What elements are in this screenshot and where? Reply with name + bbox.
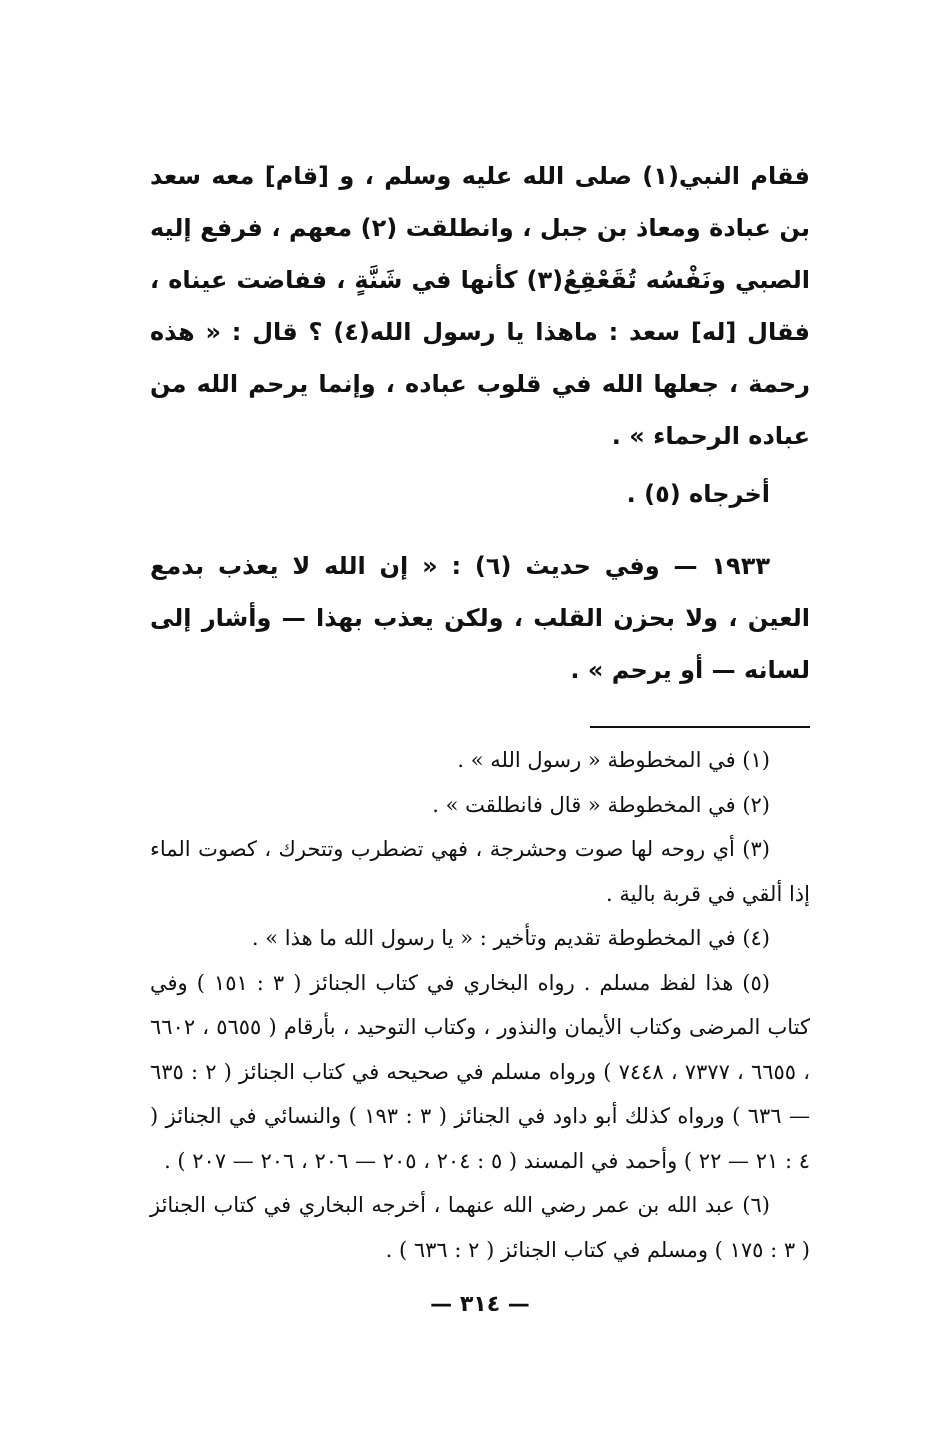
- source-line: أخرجاه (٥) .: [626, 480, 770, 508]
- footnotes: [150, 738, 810, 1272]
- document-page: [150, 150, 810, 1330]
- footnote-separator: [590, 726, 810, 728]
- hadith-paragraph: فقام النبي(١) صلى الله عليه وسلم ، و [قام] معه سعد بن عبادة ومعاذ بن جبل ، وانطلقت (٢) معهم ، فرفع إليه الصبي ونَفْسُه تُقَعْقِعُ(٣) كأنها في شَنَّةٍ ، ففاضت عيناه ، فقال [له] سعد : ماهذا يا رسول الله(٤) ؟ قال : « هذه رحمة ، جعلها الله في قلوب عباده ، وإنما يرحم الله من عباده الرحماء » .: [150, 162, 810, 450]
- footnote-2: (٢) في المخطوطة « قال فانطلقت » .: [432, 792, 770, 817]
- footnote-5: (٥) هذا لفظ مسلم . رواه البخاري في كتاب الجنائز ( ٣ : ١٥١ ) وفي كتاب المرضى وكتاب الأيمان والنذور ، وكتاب التوحيد ، بأرقام ( ٥٦٥٥ ، ٦٦٠٢ ، ٦٦٥٥ ، ٧٣٧٧ ، ٧٤٤٨ ) ورواه مسلم في صحيحه في كتاب الجنائز ( ٢ : ٦٣٥ — ٦٣٦ ) ورواه كذلك أبو داود في الجنائز ( ٣ : ١٩٣ ) والنسائي في الجنائز ( ٤ : ٢١ — ٢٢ ) وأحمد في المسند ( ٥ : ٢٠٤ ، ٢٠٥ — ٢٠٦ ، ٢٠٦ — ٢٠٧ ) .: [150, 970, 810, 1173]
- footnote-6: (٦) عبد الله بن عمر رضي الله عنهما ، أخرجه البخاري في كتاب الجنائز ( ٣ : ١٧٥ ) ومسلم في كتاب الجنائز ( ٢ : ٦٣٦ ) .: [150, 1193, 810, 1262]
- hadith-1933: ١٩٣٣ — وفي حديث (٦) : « إن الله لا يعذب بدمع العين ، ولا بحزن القلب ، ولكن يعذب بهذا — وأشار إلى لسانه — أو يرحم » .: [150, 552, 810, 684]
- main-text: [150, 150, 810, 696]
- footnote-1: (١) في المخطوطة « رسول الله » .: [457, 748, 770, 772]
- footnote-4: (٤) في المخطوطة تقديم وتأخير : « يا رسول الله ما هذا » .: [251, 926, 770, 950]
- page-number: — ٣١٤ —: [430, 1292, 530, 1317]
- footnote-3: (٣) أي روحه لها صوت وحشرجة ، فهي تضطرب وتتحرك ، كصوت الماء إذا ألقي في قربة بالية .: [150, 837, 810, 906]
